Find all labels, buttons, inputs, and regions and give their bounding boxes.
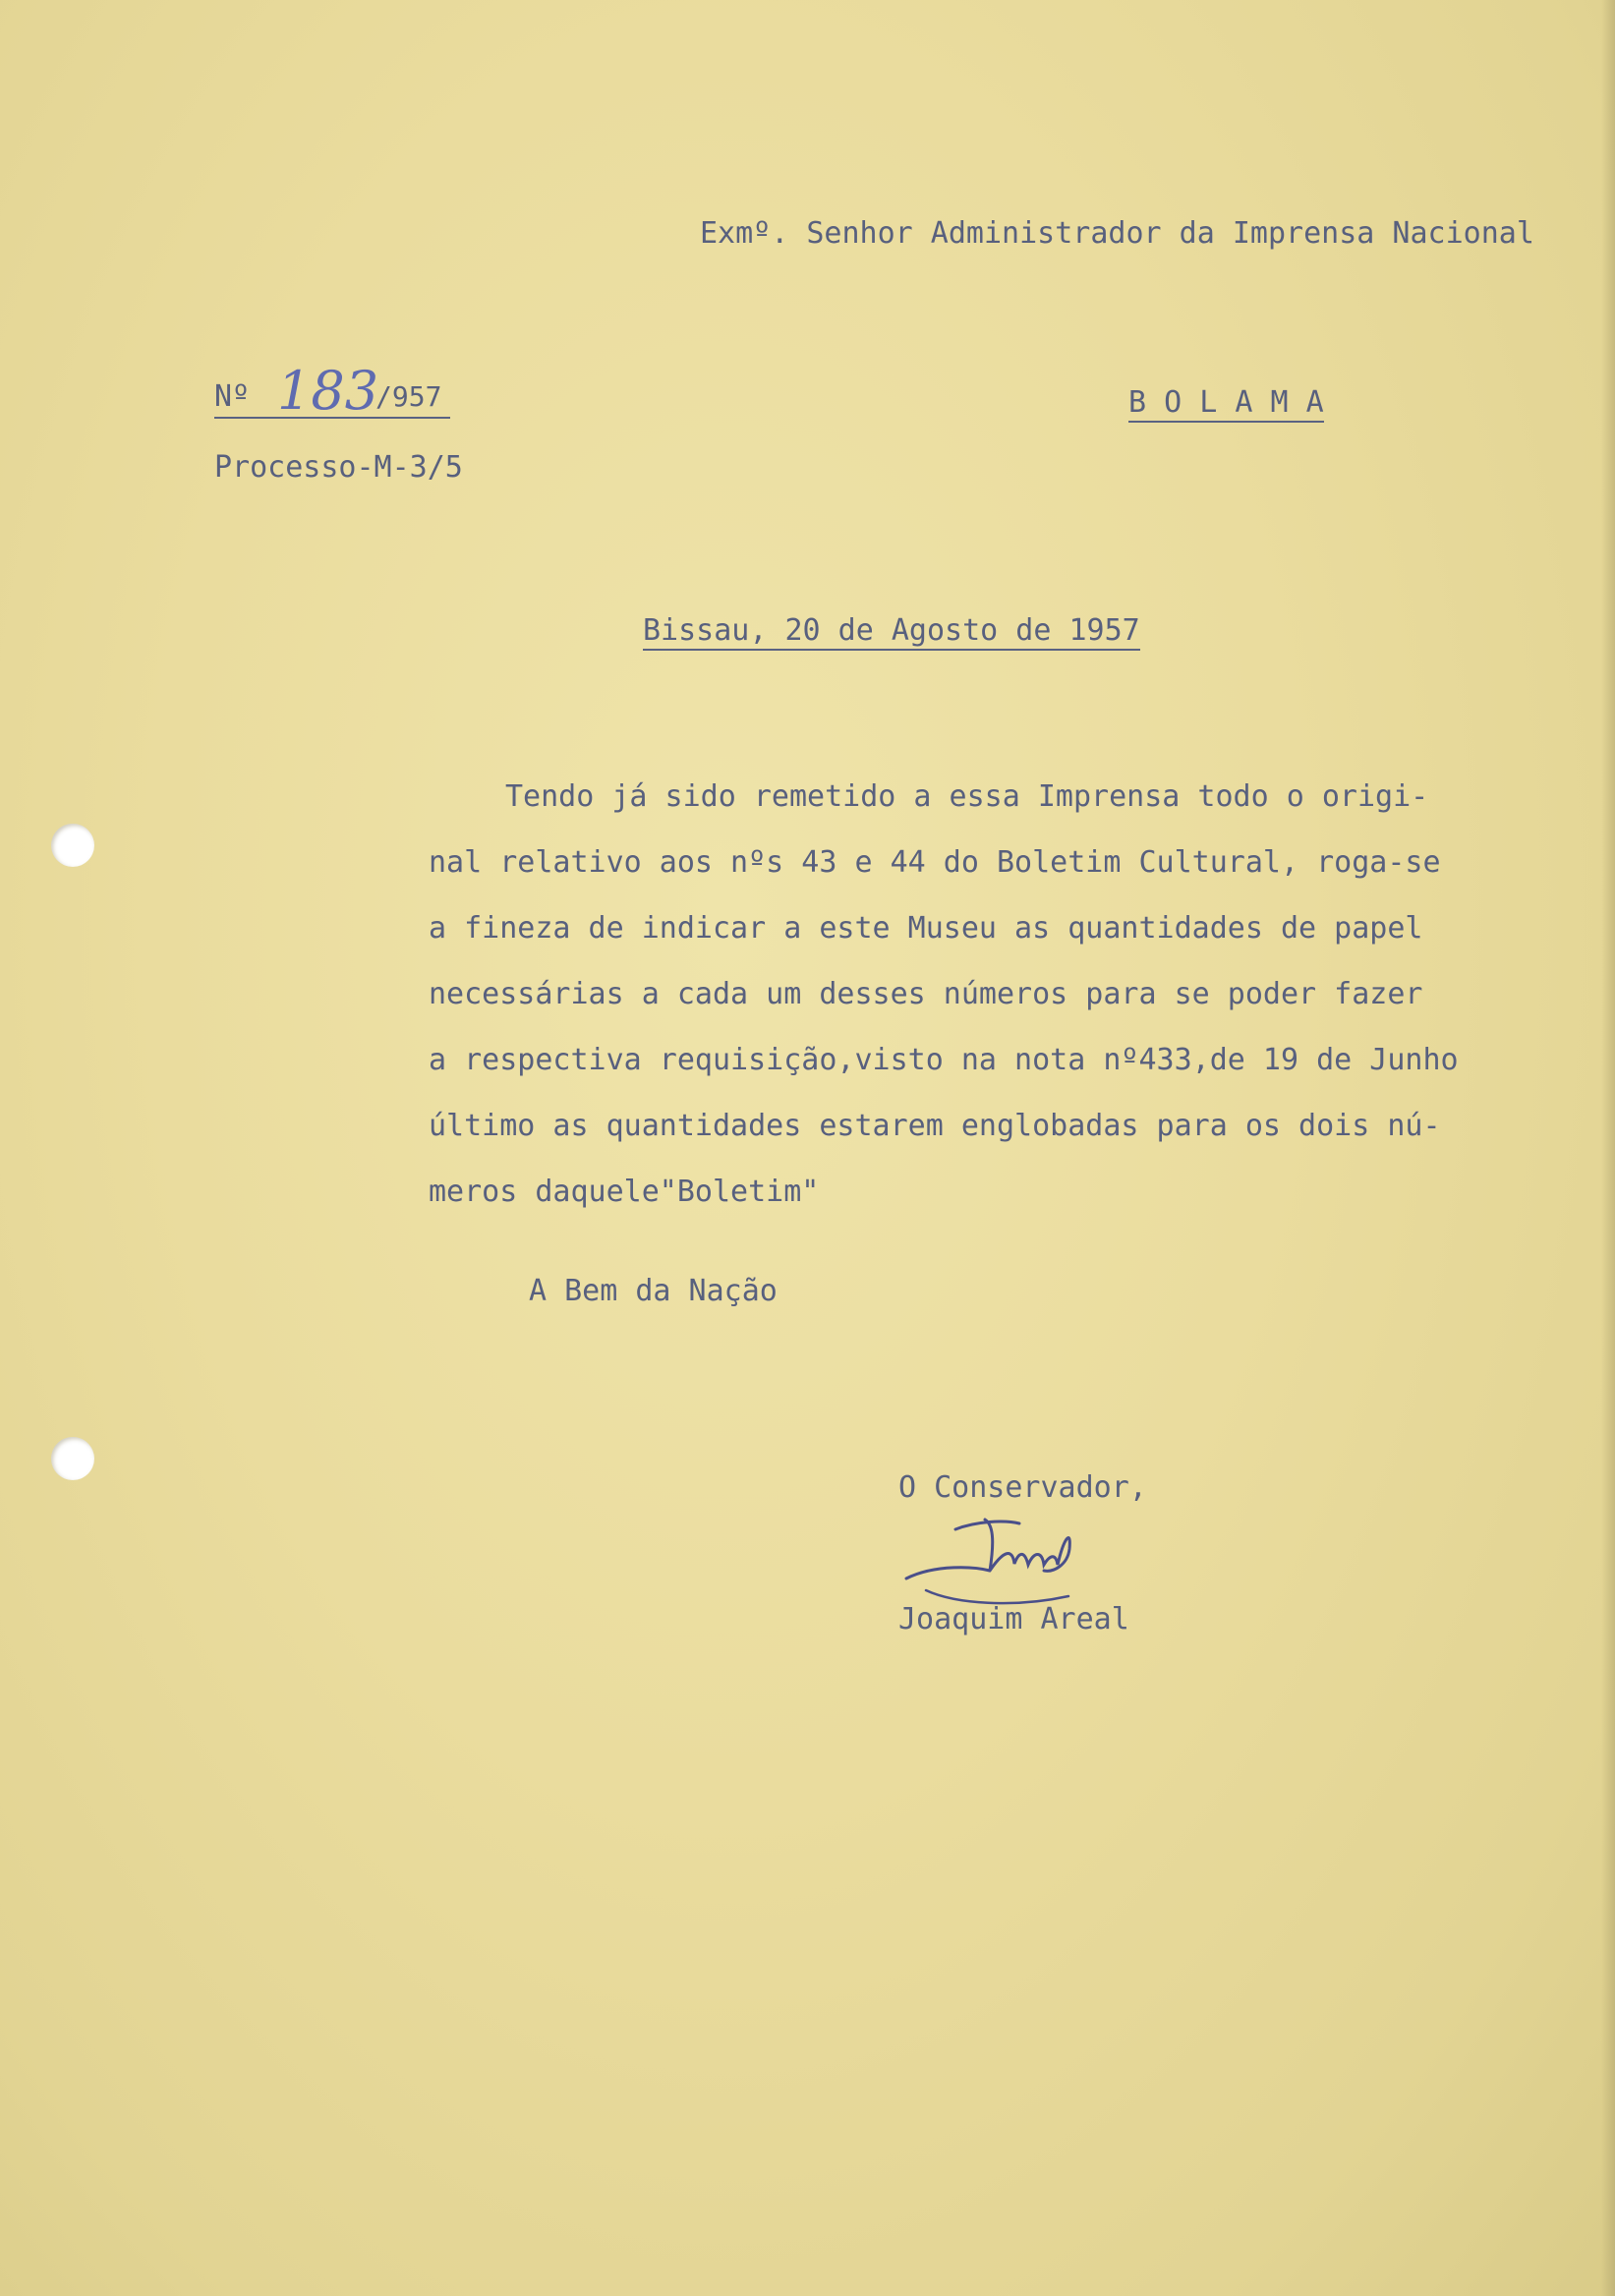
body-line: Tendo já sido remetido a essa Imprensa todo o origi- — [505, 779, 1429, 814]
destination-heading: B O L A M A — [1128, 385, 1324, 423]
process-reference: Processo-M-3/5 — [214, 450, 463, 485]
body-line: meros daquele"Boletim" — [429, 1175, 820, 1209]
reference-year: /957 — [375, 380, 442, 413]
body-line: a respectiva requisição,visto na nota nº433,de 19 de Junho — [429, 1043, 1459, 1077]
body-line: último as quantidades estarem englobadas para os dois nú- — [429, 1109, 1441, 1143]
body-line: a fineza de indicar a este Museu as quantidades de papel — [429, 911, 1423, 946]
signatory-name: Joaquim Areal — [898, 1602, 1129, 1636]
reference-handwritten-number: 183 — [277, 360, 379, 422]
addressee-line: Exmº. Senhor Administrador da Imprensa Nacional — [700, 216, 1534, 251]
closing-salutation: A Bem da Nação — [529, 1274, 778, 1308]
body-line: necessárias a cada um desses números para se poder fazer — [429, 977, 1423, 1011]
signatory-title: O Conservador, — [898, 1470, 1147, 1505]
reference-number — [214, 360, 450, 423]
paper-edge — [1601, 0, 1615, 2296]
punch-hole-bottom — [51, 1437, 94, 1480]
reference-prefix: Nº — [214, 379, 251, 414]
punch-hole-top — [51, 824, 94, 867]
place-date: Bissau, 20 de Agosto de 1957 — [643, 613, 1140, 651]
body-line: nal relativo aos nºs 43 e 44 do Boletim Cultural, roga-se — [429, 845, 1441, 880]
